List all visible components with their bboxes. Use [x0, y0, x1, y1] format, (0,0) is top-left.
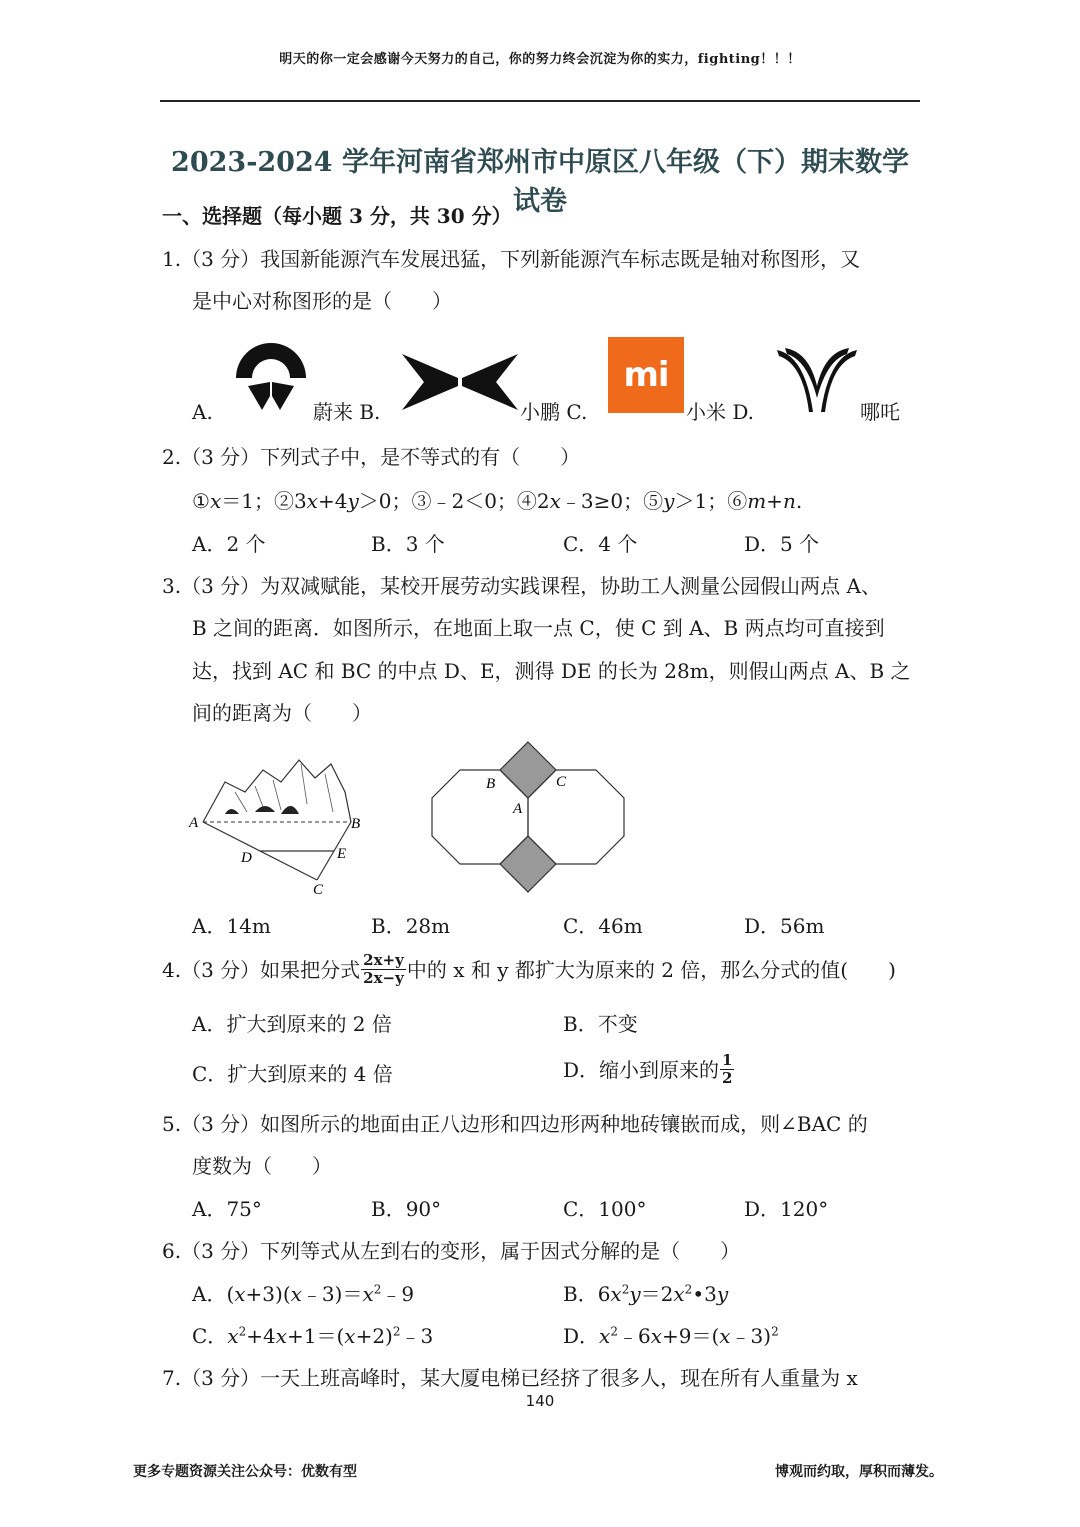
- q5-option-b: B．90°: [371, 1197, 442, 1221]
- q4-line1: [162, 952, 896, 987]
- q1-option-a-label: A.: [192, 400, 213, 424]
- fig2-label-b: B: [486, 776, 496, 792]
- q6-option-d: D．$x^2﹣6x+9=(x﹣3)^2$: [563, 1324, 779, 1348]
- fig2-label-c: C: [556, 774, 567, 790]
- page-number: 140: [525, 1392, 555, 1410]
- q3-line1: 3.（3 分）为双减赋能，某校开展劳动实践课程，协助工人测量公园假山两点 A、: [162, 574, 881, 598]
- q4-fraction-numerator: 2x+y: [363, 951, 404, 969]
- page-title: 2023-2024 学年河南省郑州市中原区八年级（下）期末数学试卷: [171, 147, 909, 217]
- q3-option-b: B．28m: [371, 914, 451, 938]
- q4-option-a: A．扩大到原来的 2 倍: [192, 1012, 392, 1036]
- q5-option-c: C．100°: [563, 1197, 647, 1221]
- q5-line1: 5.（3 分）如图所示的地面由正八边形和四边形两种地砖镶嵌而成，则∠BAC 的: [162, 1112, 868, 1136]
- footer-left: 更多专题资源关注公众号：优数有型: [133, 1464, 357, 1480]
- q1-brand-xpeng: 小鹏 C.: [520, 400, 588, 424]
- q4-prefix: 4.（3 分）如果把分式: [162, 957, 361, 982]
- q3-line3: 达，找到 AC 和 BC 的中点 D、E，测得 DE 的长为 28m，则假山两点 A、B 之: [192, 659, 911, 683]
- q6-option-b: B．$6x^2y=2x^2•3y$: [563, 1282, 729, 1306]
- xiaomi-logo-icon: [608, 337, 684, 413]
- octagon-tiling-figure: [428, 738, 628, 898]
- q6-option-a: A．$(x+3)(x﹣3)=x^2﹣9$: [192, 1282, 415, 1306]
- q6-line1: 6.（3 分）下列等式从左到右的变形，属于因式分解的是（ ）: [162, 1239, 741, 1263]
- xpeng-logo-icon: [400, 350, 520, 414]
- q4-suffix: 中的 x 和 y 都扩大为原来的 2 倍，那么分式的值( ): [406, 957, 896, 982]
- q3-option-c: C．46m: [563, 914, 643, 938]
- q2-option-a: A．2 个: [192, 532, 266, 556]
- q4-option-d-denominator: 2: [722, 1069, 733, 1087]
- q3-line4: 间的距离为（ ）: [192, 701, 372, 725]
- fig2-label-a: A: [513, 801, 523, 817]
- q4-option-d-numerator: 1: [722, 1051, 733, 1069]
- q1-brand-neta: 哪吒: [860, 400, 900, 424]
- fig1-label-e: E: [337, 846, 347, 862]
- q2-option-c: C．4 个: [563, 532, 638, 556]
- q3-option-d: D．56m: [744, 914, 825, 938]
- fig1-label-a: A: [189, 815, 199, 831]
- q4-option-d: [563, 1052, 735, 1087]
- fig1-label-d: D: [241, 850, 252, 866]
- header-divider: [160, 100, 920, 102]
- q5-option-a: A．75°: [192, 1197, 262, 1221]
- q3-line2: B 之间的距离．如图所示，在地面上取一点 C，使 C 到 A、B 两点均可直接到: [192, 616, 885, 640]
- q3-option-a: A．14m: [192, 914, 271, 938]
- section-heading: 一、选择题（每小题 3 分，共 30 分）: [162, 204, 512, 228]
- q4-option-c: C．扩大到原来的 4 倍: [192, 1062, 393, 1086]
- q2-option-b: B．3 个: [371, 532, 445, 556]
- q1-brand-xiaomi: 小米 D.: [686, 400, 755, 424]
- nio-logo-icon: [230, 338, 312, 414]
- q2-option-d: D．5 个: [744, 532, 820, 556]
- q4-option-b: B．不变: [563, 1012, 638, 1036]
- xiaomi-logo-text: mi: [623, 355, 669, 395]
- q1-line2: 是中心对称图形的是（ ）: [192, 289, 452, 313]
- q5-line2: 度数为（ ）: [192, 1154, 332, 1178]
- rockery-triangle-figure: [185, 752, 375, 902]
- q4-option-d-fraction: [720, 1052, 734, 1087]
- header-motto: 明天的你一定会感谢今天努力的自己，你的努力终会沉淀为你的实力，fighting！！！: [279, 52, 801, 67]
- q4-fraction-denominator: 2x−y: [363, 969, 404, 987]
- q6-option-c: C．$x^2+4x+1=(x+2)^2﹣3$: [192, 1324, 434, 1348]
- fig1-label-c: C: [313, 882, 324, 898]
- q1-brand-nio: 蔚来 B.: [313, 400, 381, 424]
- q7-line1: 7.（3 分）一天上班高峰时，某大厦电梯已经挤了很多人，现在所有人重量为 x: [162, 1366, 858, 1390]
- q2-line1: 2.（3 分）下列式子中，是不等式的有（ ）: [162, 445, 581, 469]
- footer-right: 博观而约取，厚积而薄发。: [775, 1464, 943, 1480]
- q2-expressions: ①x＝1；②3x+4y＞0；③﹣2＜0；④2x﹣3≥0；⑤y＞1；⑥m+n.: [192, 489, 803, 513]
- q5-option-d: D．120°: [744, 1197, 829, 1221]
- q4-fraction: [361, 952, 406, 987]
- q4-option-d-text: D．缩小到原来的: [563, 1057, 720, 1082]
- q1-line1: 1.（3 分）我国新能源汽车发展迅猛，下列新能源汽车标志既是轴对称图形，又: [162, 247, 861, 271]
- neta-logo-icon: [775, 346, 859, 414]
- fig1-label-b: B: [351, 816, 361, 832]
